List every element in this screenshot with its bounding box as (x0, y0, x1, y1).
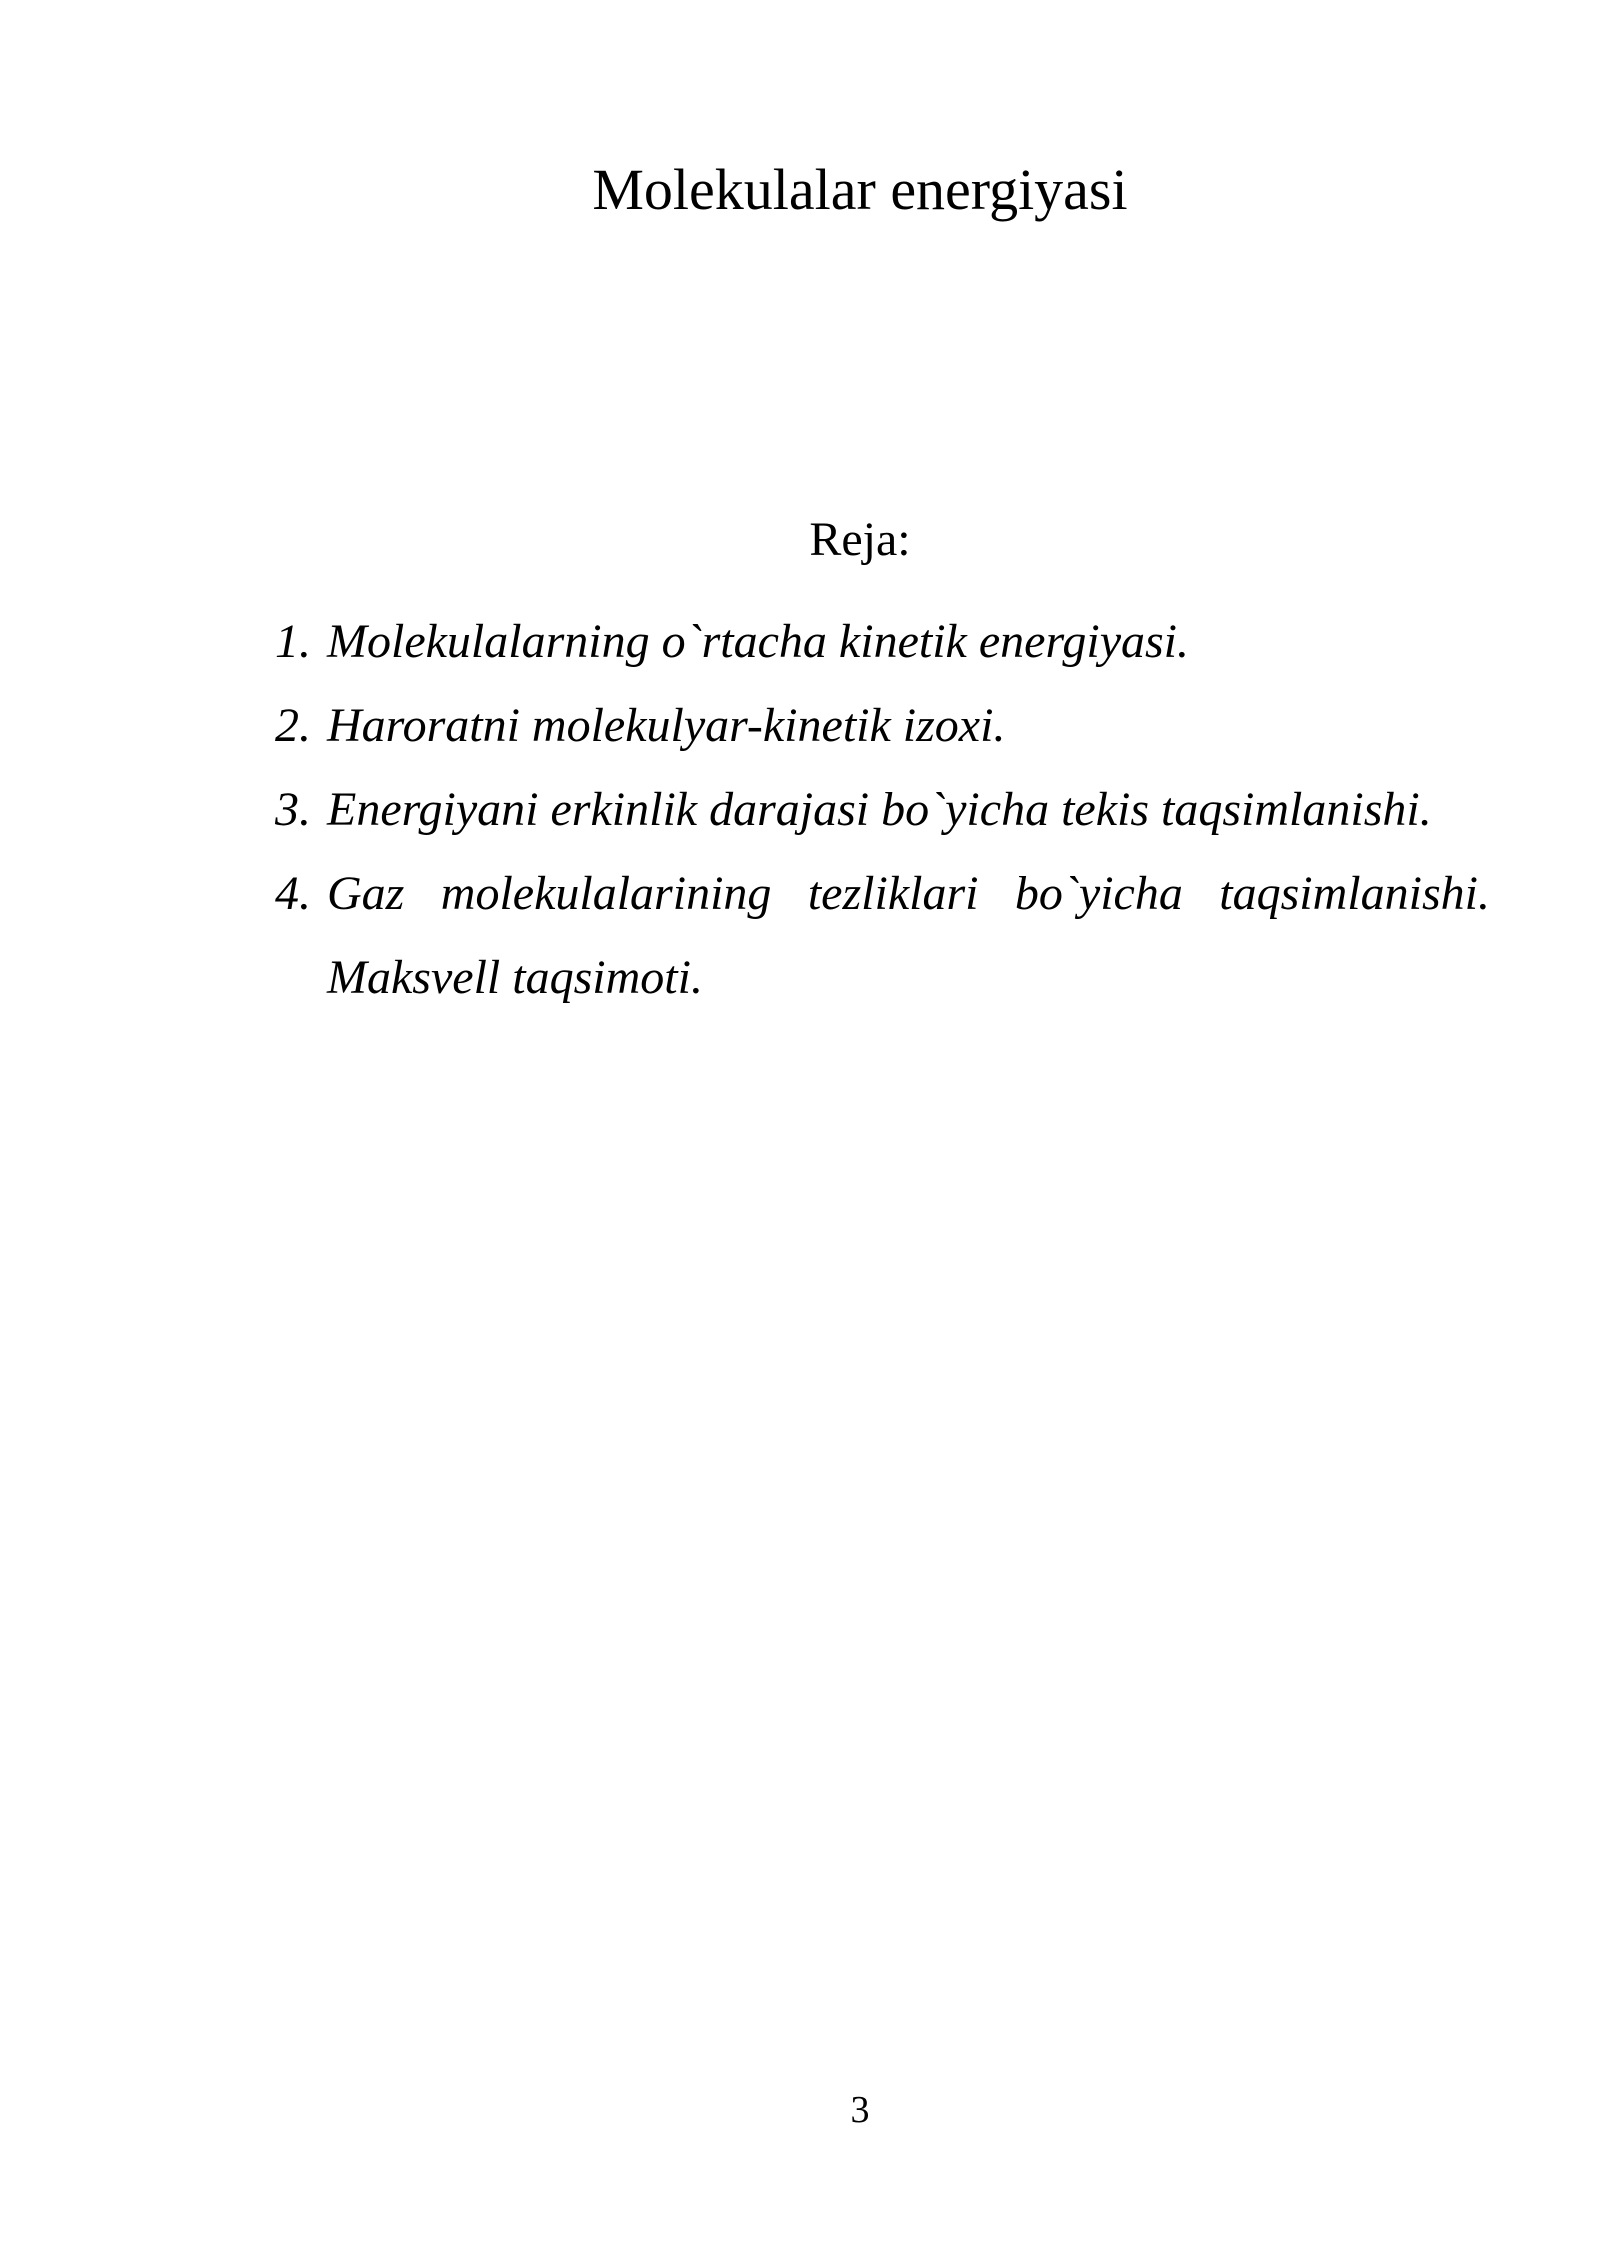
plan-item-text: Energiyani erkinlik darajasi bo`yicha tekis taqsimlanishi. (327, 783, 1432, 836)
plan-item-text-line2: Maksvell taqsimoti. (327, 951, 703, 1004)
plan-item-number: 3. (275, 783, 311, 836)
plan-item-number: 2. (275, 699, 311, 752)
plan-item-number: 1. (275, 615, 311, 668)
plan-item-text-line1: Gaz molekulalarining tezliklari bo`yicha taqsimlanishi. (327, 867, 1490, 920)
plan-item-3 (275, 768, 1490, 852)
plan-list (275, 600, 1490, 1020)
plan-item-text: Molekulalarning o`rtacha kinetik energiyasi. (327, 615, 1190, 668)
plan-item-number: 4. (275, 867, 311, 920)
plan-item-text: Haroratni molekulyar-kinetik izoxi. (327, 699, 1006, 752)
plan-item-2 (275, 684, 1490, 768)
plan-heading: Reja: (809, 513, 911, 566)
page-title: Molekulalar energiyasi (592, 157, 1128, 222)
page-number: 3 (850, 2089, 870, 2131)
plan-item-4 (275, 852, 1490, 1020)
plan-item-1 (275, 600, 1490, 684)
